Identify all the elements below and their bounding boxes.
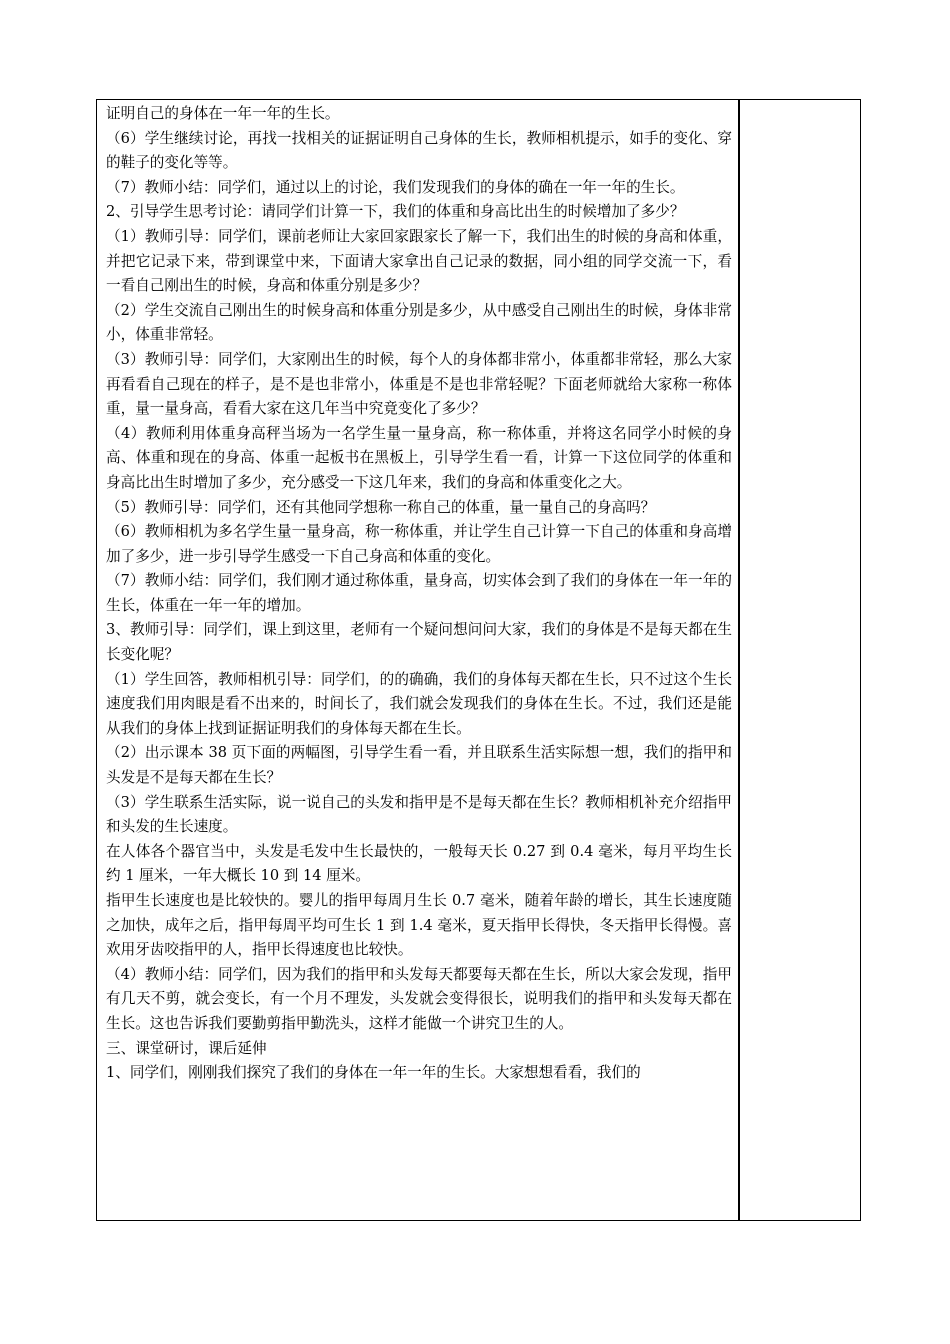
paragraph: 指甲生长速度也是比较快的。婴儿的指甲每周月生长 0.7 毫米，随着年龄的增长，其生长速度随之加快，成年之后，指甲每周平均可生长 1 到 1.4 毫米，夏天指甲长得快，冬天指甲长得慢。喜欢用牙齿咬指甲的人，指甲长得速度也比较快。 [106, 892, 732, 959]
paragraph: 2、引导学生思考讨论：请同学们计算一下，我们的体重和身高比出生的时候增加了多少？ [106, 203, 685, 221]
paragraph: （3）学生联系生活实际，说一说自己的头发和指甲是不是每天都在生长？教师相机补充介绍指甲和头发的生长速度。 [106, 793, 732, 836]
paragraph: （2）出示课本 38 页下面的两幅图，引导学生看一看，并且联系生活实际想一想，我们的指甲和头发是不是每天都在生长？ [106, 744, 732, 787]
lesson-content-cell [106, 102, 732, 1086]
paragraph: （5）教师引导：同学们，还有其他同学想称一称自己的体重，量一量自己的身高吗？ [106, 498, 656, 516]
notes-column-cell [740, 101, 859, 1219]
section-heading: 三、课堂研讨，课后延伸 [106, 1039, 267, 1057]
paragraph: （1）教师引导：同学们，课前老师让大家回家跟家长了解一下，我们出生的时候的身高和体重，并把它记录下来，带到课堂中来，下面请大家拿出自己记录的数据，同小组的同学交流一下，看一看自己刚出生的时候，身高和体重分别是多少？ [106, 227, 732, 295]
paragraph: （4）教师小结：同学们，因为我们的指甲和头发每天都要每天都在生长，所以大家会发现，指甲有几天不剪，就会变长，有一个月不理发，头发就会变得很长，说明我们的指甲和头发每天都在生长。这也告诉我们要勤剪指甲勤洗头，这样才能做一个讲究卫生的人。 [106, 965, 732, 1032]
paragraph: （6）学生继续讨论，再找一找相关的证据证明自己身体的生长，教师相机提示，如手的变化、穿的鞋子的变化等等。 [106, 129, 732, 172]
paragraph: （7）教师小结：同学们，通过以上的讨论，我们发现我们的身体的确在一年一年的生长。 [106, 178, 685, 196]
paragraph: （1）学生回答，教师相机引导：同学们，的的确确，我们的身体每天都在生长，只不过这个生长速度我们用肉眼是看不出来的，时间长了，我们就会发现我们的身体在生长。不过，我们还是能从我们的身体上找到证据证明我们的身体每天都在生长。 [106, 670, 732, 737]
paragraph: 1、同学们，刚刚我们探究了我们的身体在一年一年的生长。大家想想看看，我们的 [106, 1064, 641, 1082]
paragraph: （3）教师引导：同学们，大家刚出生的时候，每个人的身体都非常小，体重都非常轻，那么大家再看看自己现在的样子，是不是也非常小，体重是不是也非常轻呢？下面老师就给大家称一称体重，量一量身高，看看大家在这几年当中究竟变化了多少？ [106, 350, 732, 418]
paragraph: 证明自己的身体在一年一年的生长。 [106, 105, 340, 122]
paragraph: 在人体各个器官当中，头发是毛发中生长最快的，一般每天长 0.27 到 0.4 毫米，每月平均生长约 1 厘米，一年大概长 10 到 14 厘米。 [106, 842, 732, 885]
paragraph: 3、教师引导：同学们，课上到这里，老师有一个疑问想问问大家，我们的身体是不是每天都在生长变化呢？ [106, 621, 732, 664]
paragraph: （6）教师相机为多名学生量一量身高，称一称体重，并让学生自己计算一下自己的体重和身高增加了多少，进一步引导学生感受一下自己身高和体重的变化。 [106, 523, 732, 565]
paragraph: （2）学生交流自己刚出生的时候身高和体重分别是多少，从中感受自己刚出生的时候，身体非常小，体重非常轻。 [106, 301, 732, 344]
paragraph: （4）教师利用体重身高秤当场为一名学生量一量身高，称一称体重，并将这名同学小时候的身高、体重和现在的身高、体重一起板书在黑板上，引导学生看一看，计算一下这位同学的体重和身高比出生时增加了多少，充分感受一下这几年来，我们的身高和体重变化之大。 [106, 424, 732, 491]
paragraph: （7）教师小结：同学们，我们刚才通过称体重，量身高，切实体会到了我们的身体在一年一年的生长，体重在一年一年的增加。 [106, 572, 732, 614]
